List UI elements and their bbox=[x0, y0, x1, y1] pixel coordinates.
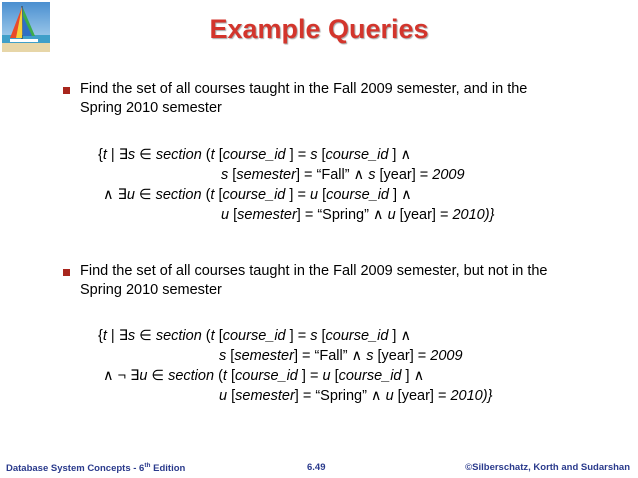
item-1-text: Find the set of all courses taught in the Fall 2009 semester, and in the Spring 2010 semester bbox=[80, 81, 528, 116]
bullet-icon bbox=[63, 269, 70, 276]
query-1-line-3: ∧ ∃u ∈ section (t [course_id ] = u [course_id ] ∧ bbox=[103, 187, 412, 203]
query-2-line-3: ∧ ¬ ∃u ∈ section (t [course_id ] = u [course_id ] ∧ bbox=[103, 368, 425, 384]
bullet-icon bbox=[63, 87, 70, 94]
slide-title: Example Queries bbox=[209, 14, 429, 44]
item-2-text: Find the set of all courses taught in the Fall 2009 semester, but not in the Spring 2010 semester bbox=[80, 263, 548, 298]
query-2-line-4: u [semester] = “Spring” ∧ u [year] = 2010)} bbox=[219, 388, 493, 404]
page-number: 6.49 bbox=[307, 462, 326, 473]
footer-copyright: ©Silberschatz, Korth and Sudarshan bbox=[465, 462, 630, 473]
query-2-line-1: {t | ∃s ∈ section (t [course_id ] = s [course_id ] ∧ bbox=[98, 328, 412, 344]
query-1-line-1: {t | ∃s ∈ section (t [course_id ] = s [course_id ] ∧ bbox=[98, 147, 412, 163]
query-1-line-4: u [semester] = “Spring” ∧ u [year] = 2010)} bbox=[221, 207, 495, 223]
query-1-line-2: s [semester] = “Fall” ∧ s [year] = 2009 bbox=[221, 167, 465, 183]
query-2-line-2: s [semester] = “Fall” ∧ s [year] = 2009 bbox=[219, 348, 463, 364]
footer-book-title: Database System Concepts - 6th Edition bbox=[6, 462, 186, 475]
